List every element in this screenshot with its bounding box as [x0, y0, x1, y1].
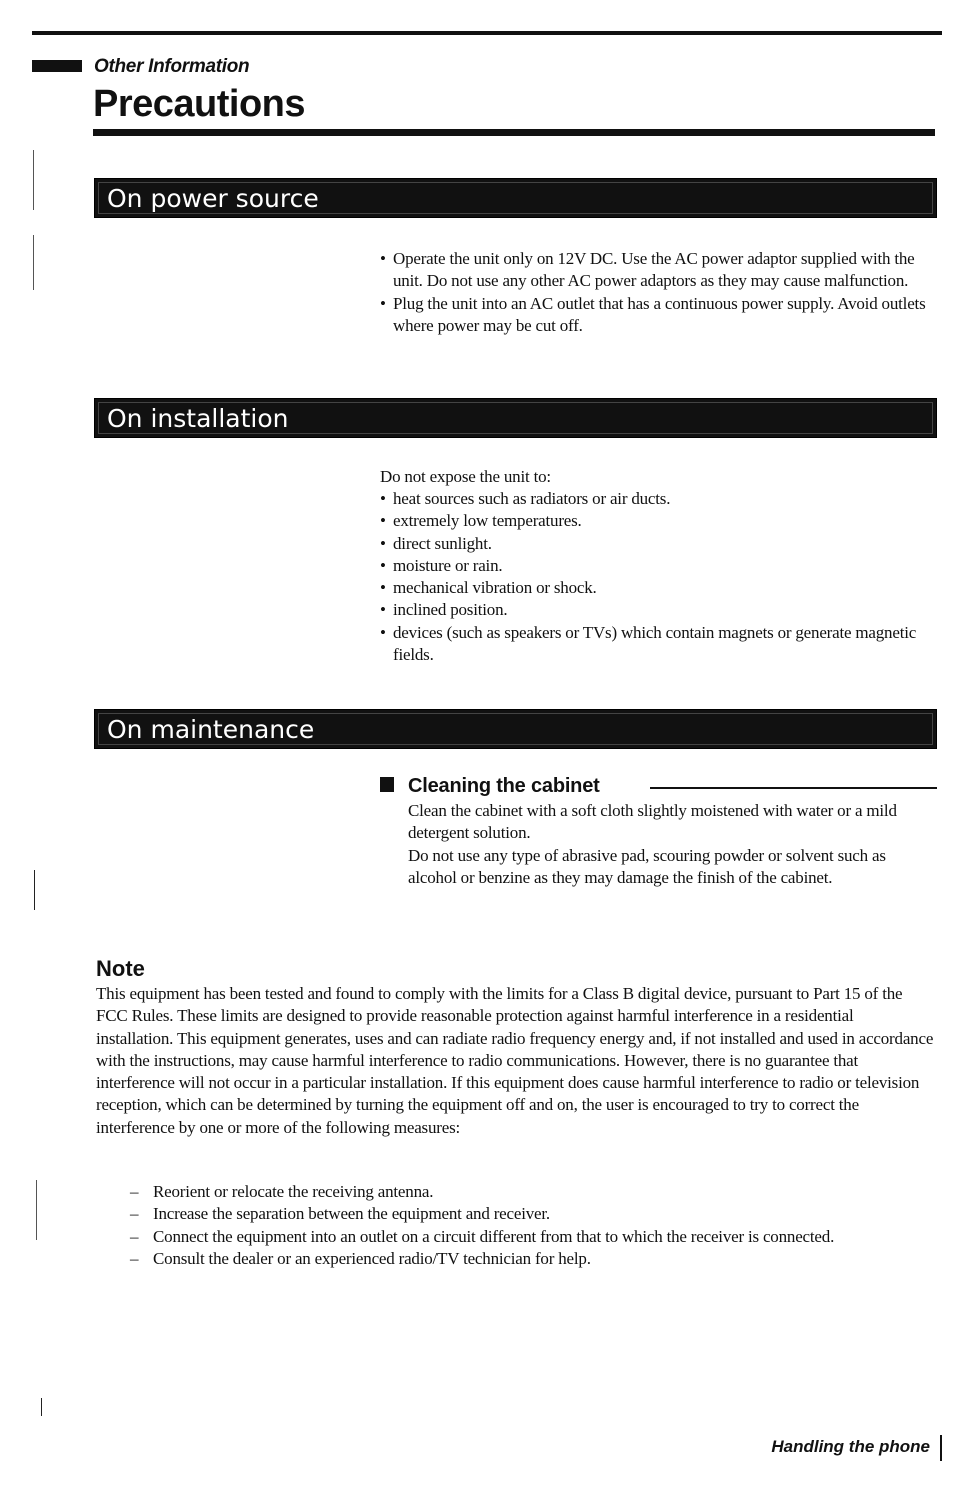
- list-item: • direct sunlight.: [380, 533, 940, 555]
- subsection-title: Cleaning the cabinet: [408, 775, 600, 797]
- power-source-list: [380, 248, 940, 337]
- list-item: – Increase the separation between the equipment and receiver.: [130, 1203, 930, 1225]
- margin-mark: [41, 1398, 42, 1416]
- note-text: This equipment has been tested and found to comply with the limits for a Class B digital device, pursuant to Part 15 of the FCC Rules. These limits are designed to provide reasonable protection against harmful interference in a residential installation. This equipment generates, uses and can radiate radio frequency energy and, if not installed and used in accordance with the instructions, may cause harmful interference to radio communications. However, there is no guarantee that interference will not occur in a particular installation. If this equipment does cause harmful interference to radio or television reception, which can be determined by turning the equipment off and on, the user is encouraged to try to correct the interference by one or more of the following measures:: [96, 984, 934, 1137]
- note-heading: Note: [96, 956, 145, 981]
- list-item: – Consult the dealer or an experienced radio/TV technician for help.: [130, 1248, 930, 1270]
- page-title: Precautions: [93, 83, 306, 125]
- section-band-maintenance: [94, 709, 937, 749]
- footer-bar: [940, 1435, 942, 1461]
- installation-list: [380, 488, 940, 666]
- cleaning-text: [408, 800, 933, 889]
- section-heading-power-source: On power source: [107, 184, 319, 213]
- subsection-rule: [650, 787, 937, 789]
- margin-mark: [34, 870, 35, 910]
- margin-mark: [33, 150, 34, 210]
- list-item: • inclined position.: [380, 599, 940, 621]
- title-rule: [93, 129, 935, 136]
- measures-list: [130, 1181, 930, 1270]
- footer-label: Handling the phone: [771, 1437, 930, 1456]
- square-bullet-icon: [380, 777, 394, 792]
- section-heading-maintenance: On maintenance: [107, 715, 315, 744]
- list-item: – Reorient or relocate the receiving antenna.: [130, 1181, 930, 1203]
- list-item: • Operate the unit only on 12V DC. Use the AC power adaptor supplied with the unit. Do not use any other AC power adaptors as they may cause malfunction.: [380, 248, 940, 293]
- section-band-power-source: [94, 178, 937, 218]
- paragraph: Clean the cabinet with a soft cloth slightly moistened with water or a mild detergent solution.: [408, 801, 897, 843]
- section-label: Other Information: [94, 56, 250, 77]
- list-item: • mechanical vibration or shock.: [380, 577, 940, 599]
- list-item: • heat sources such as radiators or air ducts.: [380, 488, 940, 510]
- list-item: – Connect the equipment into an outlet on a circuit different from that to which the receiver is connected.: [130, 1226, 930, 1248]
- list-item: • extremely low temperatures.: [380, 510, 940, 532]
- top-rule: [32, 31, 942, 35]
- paragraph: Do not use any type of abrasive pad, scouring powder or solvent such as alcohol or benzine as they may damage the finish of the cabinet.: [408, 845, 886, 887]
- section-marker: [32, 60, 82, 72]
- margin-mark: [33, 235, 34, 290]
- section-heading-installation: On installation: [107, 404, 289, 433]
- installation-intro: Do not expose the unit to:: [380, 467, 551, 486]
- margin-mark: [36, 1180, 37, 1240]
- list-item: • devices (such as speakers or TVs) which contain magnets or generate magnetic fields.: [380, 622, 940, 667]
- section-band-installation: [94, 398, 937, 438]
- list-item: • Plug the unit into an AC outlet that has a continuous power supply. Avoid outlets where power may be cut off.: [380, 293, 940, 338]
- list-item: • moisture or rain.: [380, 555, 940, 577]
